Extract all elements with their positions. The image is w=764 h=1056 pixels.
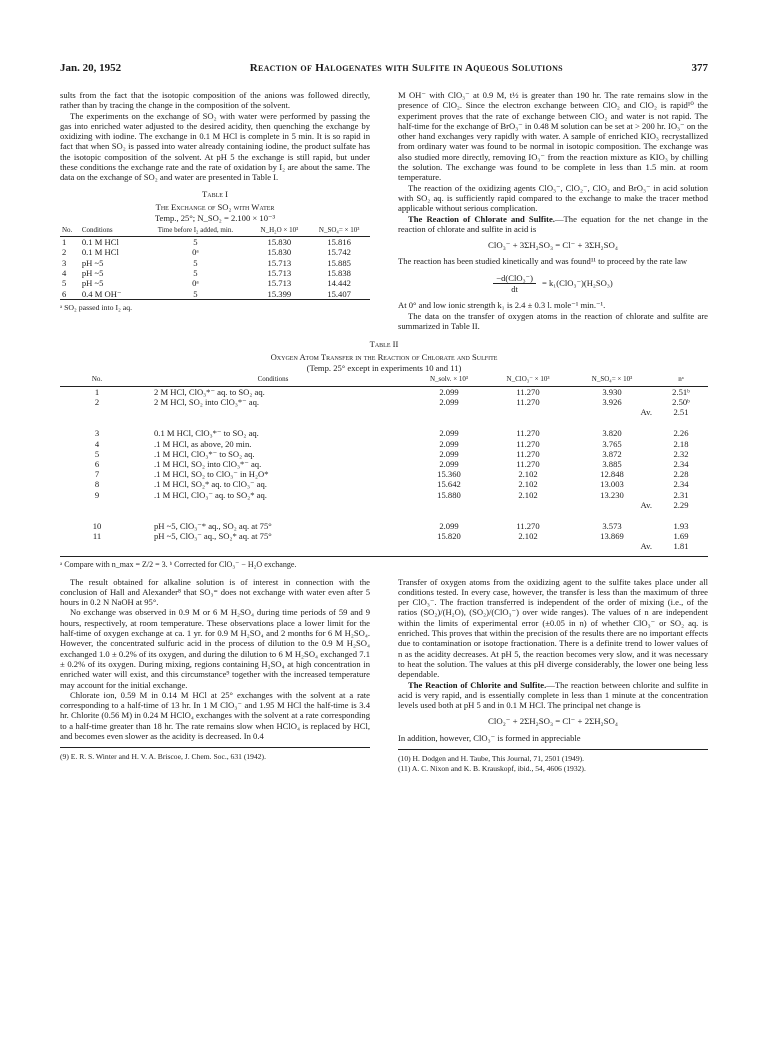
average-label: Av. (640, 499, 652, 510)
table-cell: .1 M HCl, ClO₃*⁻ to SO₂ aq. (154, 448, 255, 459)
table2-subtitle: (Temp. 25° except in experiments 10 and 11) (306, 363, 462, 374)
paragraph: M OH⁻ with ClO₃⁻ at 0.9 M, t½ is greater than 190 hr. The rate remains slow in the presence of ClO₂. Since the electron exchange between ClO₂ and ClO₂ is rapid¹⁰ the experiment proves that the rate of exchange between ClO₂ and water is not rapid. The half-time for the exchange of BrO₃⁻ in 0.48 M solution can be set at > 200 hr. IO₃⁻ on the other hand exchanges very rapidly with water. A sample of enriched KIO₃ recrystallized from ordinary water was found to be normal in isotopic composition. The exchange was also studied more directly, removing IO₃⁻ from the reaction mixture as KIO₃ by chilling the solution. The exchange was found to be complete in less than 1.5 min. at room temperature. (398, 90, 708, 183)
table1-footnote: ᵃ SO₂ passed into I₂ aq. (60, 302, 133, 312)
table-cell: .1 M HCl, ClO₃⁻ aq. to SO₂* aq. (154, 489, 267, 500)
table-row (60, 479, 708, 489)
table-cell: 15.713 (267, 257, 292, 268)
table-cell: 11.270 (516, 438, 540, 449)
table2-header: No. (60, 376, 134, 386)
table1-header: N_H₂O × 10³ (250, 227, 308, 237)
section-paragraph (398, 214, 708, 235)
table-cell: 2.099 (439, 520, 459, 531)
section-text: —The reaction between chlorite and sulfite in acid is very rapid, and is essentially complete in less than 1 minute at the concentration levels used both at pH 5 and in 0.1 M HCl. The principal net change is (398, 679, 708, 711)
table-cell: 15.880 (437, 489, 461, 500)
table-cell: 2.102 (518, 469, 538, 480)
table-row (60, 258, 370, 268)
table-cell: 5 (193, 268, 198, 279)
table-cell: 15.830 (267, 247, 292, 258)
average-row (60, 407, 708, 417)
fraction (493, 273, 536, 295)
table-cell: 8 (94, 479, 100, 490)
table-row (60, 521, 708, 531)
table-cell: pH ~5 (81, 278, 104, 289)
bottom-columns (60, 577, 708, 773)
table-cell: 1.69 (673, 531, 689, 542)
table-cell: 15.713 (267, 268, 292, 279)
table-cell: 2.51ᵇ (672, 386, 690, 397)
table-cell: 13.003 (600, 479, 624, 490)
table-cell: 3.885 (602, 458, 622, 469)
header-page-number: 377 (691, 62, 708, 74)
footnote: (9) E. R. S. Winter and H. V. A. Briscoe, J. Chem. Soc., 631 (1942). (60, 752, 266, 762)
table1 (60, 227, 370, 300)
table-cell: 1 (62, 237, 67, 248)
table-cell: 3.573 (602, 520, 622, 531)
table2-title: Oxygen Atom Transfer in the Reaction of Chlorate and Sulfite (270, 352, 498, 363)
table-cell: 2.34 (673, 458, 689, 469)
table-cell: .1 M HCl, SO₂ into ClO₃*⁻ aq. (154, 458, 262, 469)
table-cell: 12.848 (600, 469, 624, 480)
paragraph: The reaction of the oxidizing agents ClO₃⁻, ClO₂⁻, ClO₂ and BrO₃⁻ in acid solution with SO₂ aq. is sufficiently rapid compared to the exchange to make the tracer method applicable without serious complication. (398, 182, 708, 214)
footnote: (10) H. Dodgen and H. Taube, This Journal, 71, 2501 (1949). (398, 754, 585, 764)
table-cell: 0.4 M OH⁻ (81, 288, 122, 299)
table-cell: 2.26 (673, 428, 689, 439)
table2-label: Table II (369, 339, 399, 350)
left-column-top (60, 90, 370, 331)
table-cell: 15.816 (327, 237, 351, 248)
right-column-bottom (398, 577, 708, 773)
table2-header: N_solv. × 10³ (412, 376, 486, 386)
table-cell: 2.50ᵇ (672, 396, 690, 407)
table-cell: 15.407 (327, 288, 351, 299)
table2-header: nᵃ (654, 376, 708, 386)
table-cell: 15.830 (267, 237, 292, 248)
table-row (60, 439, 708, 449)
table-row (60, 289, 370, 300)
table2-header: Conditions (134, 376, 412, 386)
table-cell: 4 (94, 438, 100, 449)
table2-header: N_ClO₃⁻ × 10³ (486, 376, 570, 386)
header-title: Reaction of Halogenates with Sulfite in Aqueous Solutions (249, 62, 563, 74)
table-cell: 7 (94, 469, 100, 480)
right-column-top (398, 90, 708, 331)
table1-header: No. (60, 227, 80, 237)
table-cell: 5 (193, 288, 198, 299)
table-cell: 2.099 (439, 448, 459, 459)
table-row (60, 449, 708, 459)
table1-header: N_SO₄= × 10³ (308, 227, 370, 237)
table-cell: 11.270 (516, 520, 540, 531)
table-cell: 14.442 (327, 278, 351, 289)
table-row (60, 459, 708, 469)
paragraph: sults from the fact that the isotopic composition of the anions was followed directly, rather than by tracing the change in the composition of the solvent. (60, 90, 370, 111)
table2-footnote: ᵃ Compare with n_max = Z/2 = 3. ᵇ Corrected for ClO₃⁻ − H₂O exchange. (60, 556, 708, 569)
table-cell: 3.872 (602, 448, 622, 459)
table2-section (60, 339, 708, 568)
table1-header: Time before I₂ added, min. (140, 227, 250, 237)
table-cell: 0.1 M HCl (81, 237, 119, 248)
table-cell: 6 (62, 288, 67, 299)
table-cell: 3.930 (602, 386, 622, 397)
table-cell: 11.270 (516, 448, 540, 459)
average-label: Av. (640, 407, 652, 418)
table-cell: pH ~5, ClO₃⁻ aq., SO₂* aq. at 75° (154, 531, 272, 542)
table-cell: 5 (193, 257, 198, 268)
table-row (60, 386, 708, 397)
table-cell: 2.34 (673, 479, 689, 490)
table-cell: 11.270 (516, 428, 540, 439)
paragraph: The experiments on the exchange of SO₂ with water were performed by passing the gas into enriched water adjusted to the desired acidity, then quenching the exchange by oxidizing with iodine. The exchange in 0.1 M HCl is complete in 5 min. It is so rapid in fact that when SO₂ is passed into water already containing iodine, the product sulfate has the isotopic composition of the solvent. At pH 5 the exchange is still rapid, but under these conditions the exchange rate and the rate of oxidation by I₂ are about the same. The data on the exchange of SO₂ and water are presented in Table I. (60, 110, 370, 183)
header-date: Jan. 20, 1952 (60, 62, 122, 74)
table-cell: 2.102 (518, 489, 538, 500)
table-row (60, 237, 370, 248)
table-cell: 15.742 (327, 247, 351, 258)
average-row (60, 500, 708, 510)
section-heading: The Reaction of Chlorite and Sulfite. (408, 679, 547, 690)
paragraph: In addition, however, ClO₃⁻ is formed in appreciable (398, 732, 581, 743)
average-value: 2.29 (673, 499, 689, 510)
table-cell: .1 M HCl, SO₂ to ClO₃⁻ in H₂O* (154, 469, 269, 480)
table1-subtitle: Temp., 25°; N_SO₂ = 2.100 × 10⁻³ (154, 212, 276, 223)
table-cell: .1 M HCl, as above, 20 min. (154, 438, 252, 449)
table-cell: 15.820 (437, 531, 461, 542)
table-cell: 3.820 (602, 428, 622, 439)
table-cell: 1.93 (673, 520, 689, 531)
section-heading: The Reaction of Chlorate and Sulfite. (408, 213, 555, 224)
table-cell: 3.765 (602, 438, 622, 449)
table-cell: 0ᵃ (192, 247, 199, 258)
table-cell: 15.885 (327, 257, 351, 268)
table-cell: 0.1 M HCl, ClO₃*⁻ to SO₂ aq. (154, 428, 259, 439)
section-text: —The equation for the net change in the reaction of chlorate and sulfite in acid is (398, 213, 708, 234)
paragraph: Transfer of oxygen atoms from the oxidizing agent to the sulfite takes place under all conditions tested. In every case, however, the transfer is less than the maximum of three per ClO₃⁻. The fraction transferred is independent of the order of mixing (i.e., of the ratios (SO₂)/(H₂O), (SO₂)/(ClO₃⁻) over wide ranges). The values of n are independent within the limits of experimental error (±0.05 in n) of whether ClO₃⁻ or SO₂ aq. is enriched. This proves that within the precision of the results there are no important effects due to contamination or isotope fractionation. There is a definite trend to lower values of n as the acidity decreases. At pH 5, the reaction becomes very slow, and it was necessary to heat the solution. The values at this pH diverge considerably, the lower one being less dependable. (398, 576, 708, 680)
left-column-bottom (60, 577, 370, 773)
table1-title: The Exchange of SO₂ with Water (155, 201, 275, 212)
equation: ClO₂⁻ + 2ΣH₂SO₃ = Cl⁻ + 2ΣH₂SO₄ (488, 716, 618, 727)
table-cell: 15.642 (437, 479, 461, 490)
table-cell: 2 M HCl, SO₂ into ClO₃*⁻ aq. (154, 396, 260, 407)
table-cell: 2 M HCl, ClO₃*⁻ aq. to SO₂ aq. (154, 386, 265, 397)
average-value: 2.51 (673, 407, 689, 418)
table-cell: pH ~5 (81, 257, 104, 268)
table-cell: 2.099 (439, 428, 459, 439)
table-cell: 2.18 (673, 438, 689, 449)
table1-header: Conditions (80, 227, 141, 237)
table-cell: 15.360 (437, 469, 461, 480)
table-cell: 2.099 (439, 438, 459, 449)
table-cell: 2.31 (673, 489, 689, 500)
average-value: 1.81 (673, 541, 689, 552)
paragraph: The data on the transfer of oxygen atoms in the reaction of chlorate and sulfite are summarized in Table II. (398, 310, 708, 331)
footnote: (11) A. C. Nixon and K. B. Krauskopf, ibid., 54, 4606 (1932). (398, 763, 586, 773)
table-cell: 2.102 (518, 479, 538, 490)
table-cell: 2.28 (673, 469, 689, 480)
fraction-numerator: −d(ClO₃⁻) (493, 273, 536, 284)
table-cell: 5 (94, 448, 100, 459)
running-header (60, 62, 708, 74)
table-cell: 13.230 (600, 489, 624, 500)
table-cell: 2.099 (439, 396, 459, 407)
table-cell: 2.099 (439, 386, 459, 397)
paragraph: Chlorate ion, 0.59 M in 0.14 M HCl at 25° exchanges with the solvent at a rate corresponding to a half-time of 13 hr. In 1 M ClO₃⁻ and 1.95 M HCl the half-time is 3.4 hr. Chlorite (0.56 M) in 0.24 M HClO₄ exchanges with the solvent at a rate corresponding to a half-time greater than 18 hr. The rate remains slow when HClO₄ is replaced by HCl, and becomes even slower as the acidity is decreased. In 0.4 (60, 689, 370, 742)
paragraph: The reaction has been studied kinetically and was found¹¹ to proceed by the rate law (398, 256, 688, 267)
table-cell: 11.270 (516, 386, 540, 397)
table-row (60, 531, 708, 541)
table-cell: 15.713 (267, 278, 292, 289)
table-cell: .1 M HCl, SO₂* aq. to ClO₃⁻ aq. (154, 479, 267, 490)
paragraph: No exchange was observed in 0.9 M or 6 M H₂SO₄ during time periods of 59 and 9 hours, respectively, at room temperature. These observations place a lower limit for the half-time of oxygen exchange at ca. 1 yr. for 0.9 M H₂SO₄ and 2 months for 6 M H₂SO₄. However, the concentrated sulfuric acid in the process of dilution to the 0.9 M H₂SO₄ exchanged 1.0 ± 0.2% of its oxygen, and during the dilution to 6 M H₂SO₄ exchanged 7.1 ± 0.2% of its oxygen. During mixing, regions containing H₂SO₄ at high concentration in enriched water will exist, and this circumstance⁹ together with the increased temperature may account for the initial exchange. (60, 607, 370, 690)
table-cell: 15.399 (267, 288, 292, 299)
table-cell: 10 (92, 520, 102, 531)
table-cell: 6 (94, 458, 100, 469)
table-row (60, 490, 708, 500)
rate-law-rhs: = k₁(ClO₃⁻)(H₂SO₃) (541, 278, 613, 289)
table-cell: 11.270 (516, 396, 540, 407)
table-cell: 2.32 (673, 448, 689, 459)
rate-law-equation (398, 273, 708, 295)
table-cell: 3 (94, 428, 100, 439)
fraction-denominator: dt (511, 284, 518, 295)
section-paragraph (398, 680, 708, 711)
table-cell: 0.1 M HCl (81, 247, 119, 258)
table-cell: 3 (62, 257, 67, 268)
average-label: Av. (640, 541, 652, 552)
average-row (60, 541, 708, 551)
table-cell: 5 (62, 278, 67, 289)
table2 (60, 376, 708, 551)
table-cell: 2 (62, 247, 67, 258)
table-cell: 4 (62, 268, 67, 279)
table-cell: 9 (94, 489, 100, 500)
table-cell: pH ~5, ClO₃⁻* aq., SO₂ aq. at 75° (154, 520, 272, 531)
table-row (60, 247, 370, 257)
table-row (60, 397, 708, 407)
table-cell: 2.102 (518, 531, 538, 542)
table-cell: 2 (94, 396, 100, 407)
footnotes (398, 749, 708, 773)
table-cell: 0ᵃ (192, 278, 199, 289)
table-cell: 11.270 (516, 458, 540, 469)
journal-page (60, 62, 708, 773)
table2-header: N_SO₄= × 10³ (570, 376, 654, 386)
table-row (60, 428, 708, 438)
table-row (60, 278, 370, 288)
equation: ClO₃⁻ + 3ΣH₂SO₃ = Cl⁻ + 3ΣH₂SO₄ (488, 240, 618, 251)
table-cell: 11 (92, 531, 102, 542)
table-cell: 1 (94, 386, 100, 397)
table1-label: Table I (202, 188, 228, 199)
table-cell: pH ~5 (81, 268, 104, 279)
paragraph: At 0° and low ionic strength k₁ is 2.4 ± 0.3 l. mole⁻¹ min.⁻¹. (398, 300, 606, 311)
table-cell: 5 (193, 237, 198, 248)
table-cell: 2.099 (439, 458, 459, 469)
table-cell: 3.926 (602, 396, 622, 407)
top-columns (60, 90, 708, 331)
table-cell: 15.838 (327, 268, 351, 279)
paragraph: The result obtained for alkaline solution is of interest in connection with the conclusion of Hall and Alexander⁸ that SO₃⁼ does not exchange with water even after 5 hours in 0.2 N NaOH at 95°. (60, 576, 370, 608)
table-row (60, 268, 370, 278)
table-cell: 13.869 (600, 531, 624, 542)
footnotes (60, 747, 370, 762)
table-row (60, 469, 708, 479)
